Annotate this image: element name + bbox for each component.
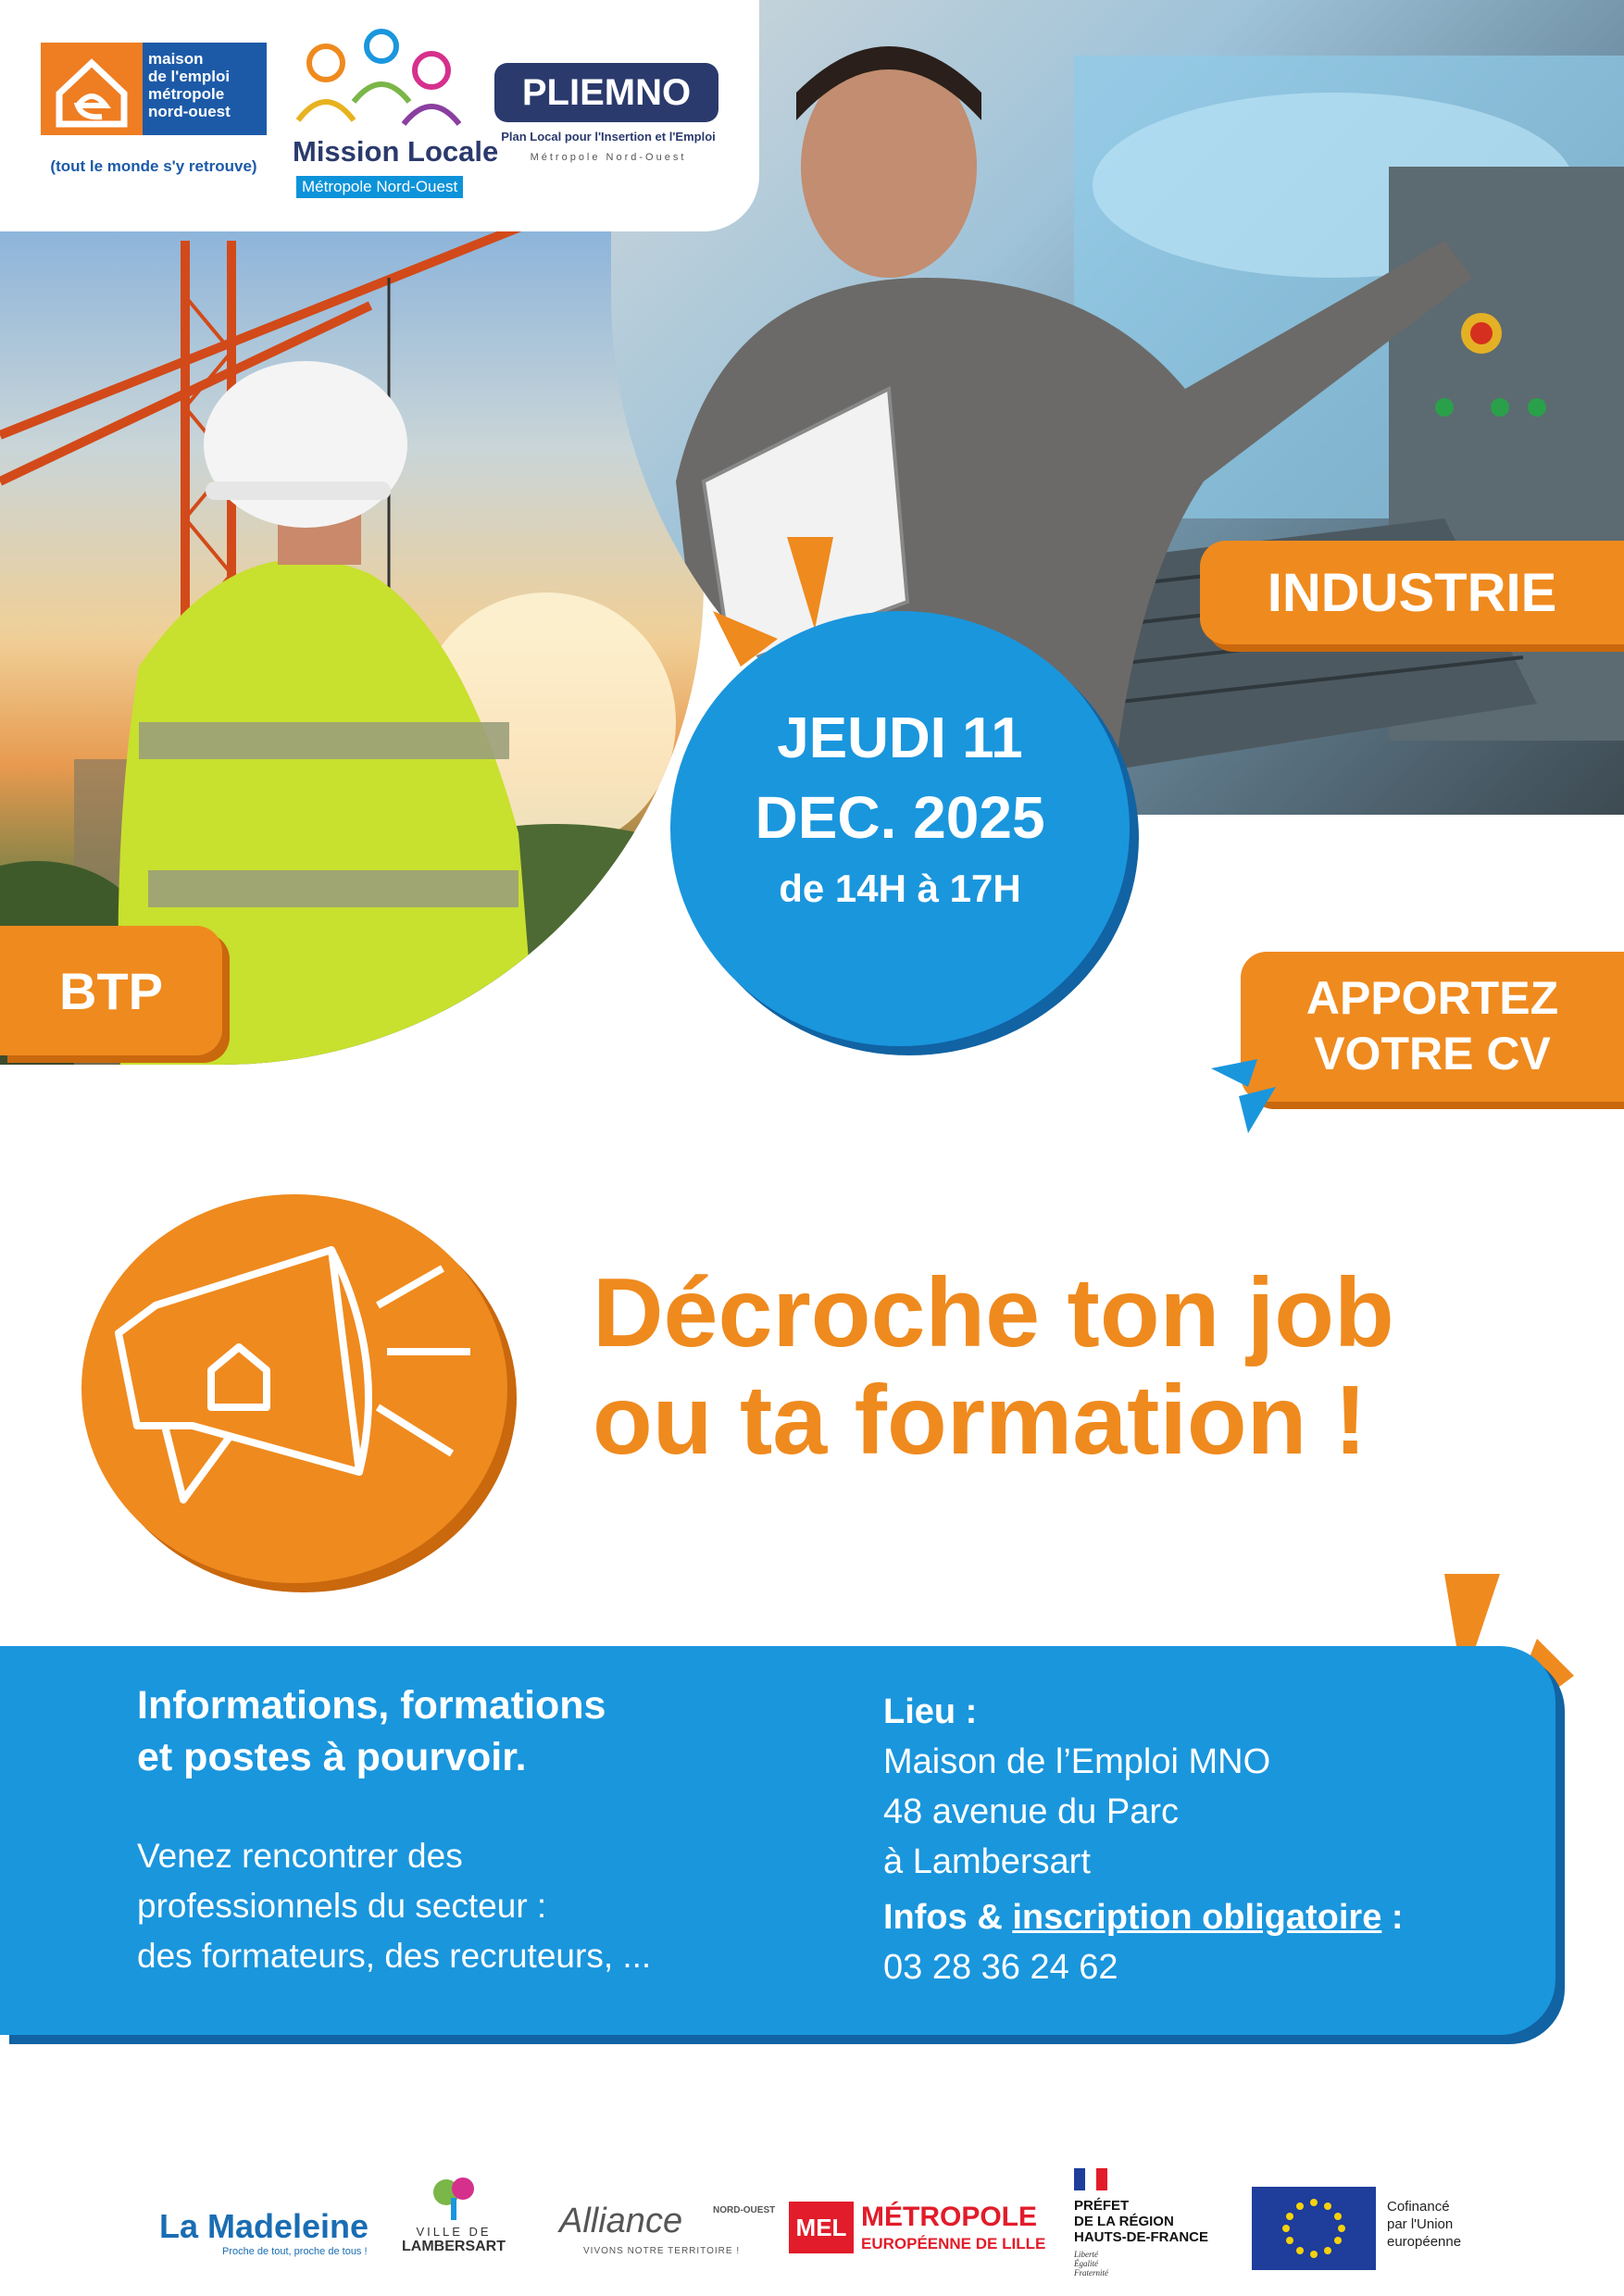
mde-line: maison (148, 50, 204, 68)
info-body-line-1: Venez rencontrer des (137, 1837, 463, 1875)
inscription-link[interactable]: inscription obligatoire (1012, 1898, 1382, 1937)
mde-line: métropole (148, 85, 225, 103)
motto-line: Liberté (1074, 2250, 1098, 2259)
plie-region: Métropole Nord-Ouest (530, 152, 687, 163)
eu-line: Cofinancé (1387, 2199, 1450, 2215)
info-body (137, 1831, 804, 1981)
motto-line: Égalité (1074, 2259, 1098, 2268)
info-body-line-2: professionnels du secteur : (137, 1887, 547, 1925)
alliance-logo: Alliance (559, 2202, 683, 2240)
mission-locale-title: Mission Locale (293, 135, 499, 168)
mde-line: nord-ouest (148, 103, 231, 120)
prefet-line: HAUTS-DE-FRANCE (1074, 2229, 1208, 2245)
infos-prefix: Infos & (883, 1898, 1013, 1937)
la-madeleine-logo: La Madeleine (159, 2207, 369, 2245)
mission-locale-icon (293, 28, 468, 133)
motto-line: Fraternité (1074, 2268, 1108, 2277)
info-heading-line-1: Informations, formations (137, 1683, 606, 1728)
event-date-badge (670, 611, 1130, 1046)
infos-suffix: : (1381, 1898, 1404, 1937)
lambersart-line-1: VILLE DE (416, 2225, 492, 2239)
eu-line: par l'Union (1387, 2216, 1454, 2232)
megaphone-badge (81, 1194, 507, 1583)
la-madeleine-slogan: Proche de tout, proche de tous ! (222, 2246, 368, 2257)
lambersart-tree-icon (426, 2176, 481, 2220)
marianne-flag-icon (1074, 2168, 1107, 2194)
mde-line: de l'emploi (148, 68, 231, 85)
mel-title: MÉTROPOLE (861, 2202, 1038, 2232)
location-label: Lieu : (883, 1692, 978, 1731)
eu-flag-icon (1252, 2187, 1376, 2270)
headline-line-1: Décroche ton job (593, 1258, 1394, 1367)
event-day: JEUDI 11 (777, 706, 1023, 770)
maison-emploi-logo (41, 43, 267, 135)
maison-emploi-slogan: (tout le monde s'y retrouve) (50, 157, 257, 175)
prefet-line: PRÉFET (1074, 2198, 1130, 2214)
location-line-1: Maison de l’Emploi MNO (883, 1742, 1271, 1781)
cv-line-1: APPORTEZ (1305, 972, 1559, 1024)
lambersart-logo (389, 2176, 518, 2255)
alliance-slogan: VIVONS NOTRE TERRITOIRE ! (583, 2246, 741, 2256)
eu-line: européenne (1387, 2234, 1462, 2250)
maison-emploi-text (143, 43, 267, 135)
lambersart-line-2: LAMBERSART (402, 2239, 506, 2254)
blue-accent-icon (1211, 1059, 1285, 1133)
info-heading-line-2: et postes à pourvoir. (137, 1735, 527, 1779)
headline-line-2: ou ta formation ! (593, 1366, 1368, 1475)
event-time: de 14H à 17H (779, 867, 1021, 910)
prefet-motto (1074, 2250, 1108, 2277)
tag-apportez-cv (1241, 952, 1624, 1102)
tag-industrie: INDUSTRIE (1200, 541, 1624, 644)
infos-line (883, 1892, 1494, 1942)
phone-number[interactable]: 03 28 36 24 62 (883, 1948, 1118, 1987)
info-heading (137, 1679, 785, 1783)
house-icon (41, 43, 143, 135)
location-line-3: à Lambersart (883, 1842, 1091, 1881)
location-line-2: 48 avenue du Parc (883, 1792, 1180, 1831)
tag-btp: BTP (0, 926, 222, 1055)
cv-line-2: VOTRE CV (1314, 1028, 1551, 1079)
plie-logo: PLIEMNO (494, 63, 718, 122)
prefet-logo (1074, 2198, 1208, 2245)
mel-logo-box: MEL (789, 2202, 854, 2253)
mel-subtitle: EUROPÉENNE DE LILLE (861, 2235, 1046, 2252)
megaphone-icon (81, 1194, 507, 1583)
main-headline (593, 1259, 1593, 1474)
alliance-side: NORD-OUEST (713, 2205, 776, 2215)
location-block (883, 1687, 1494, 1992)
event-date: DEC. 2025 (755, 784, 1045, 851)
info-body-line-3: des formateurs, des recruteurs, ... (137, 1937, 652, 1975)
eu-cofinance-text (1387, 2198, 1461, 2251)
mission-locale-subtitle: Métropole Nord-Ouest (296, 176, 463, 198)
plie-subtitle: Plan Local pour l'Insertion et l'Emploi (501, 130, 716, 144)
prefet-line: DE LA RÉGION (1074, 2214, 1174, 2229)
